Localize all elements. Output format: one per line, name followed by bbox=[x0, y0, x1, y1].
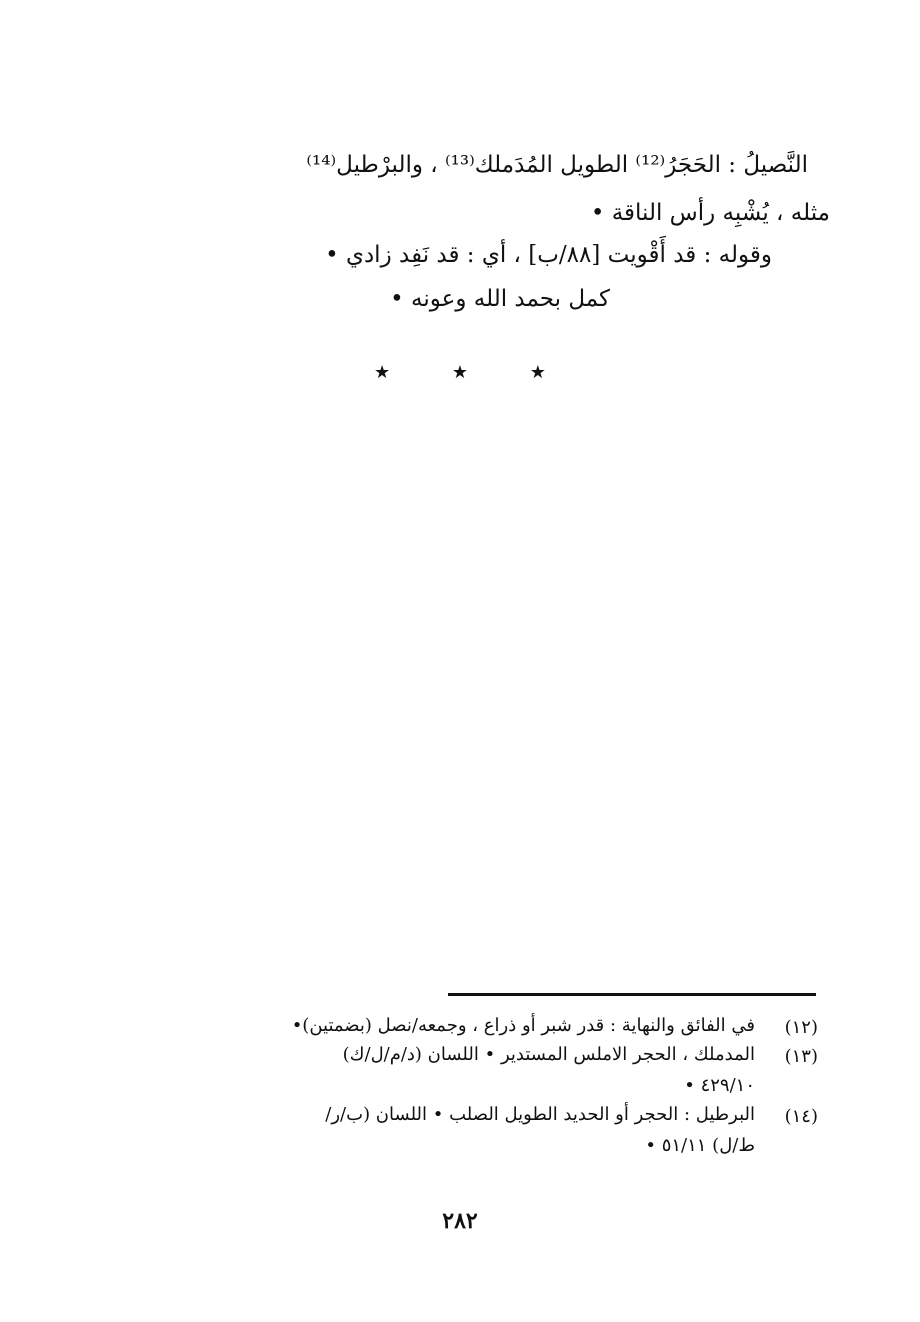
body-text-line: مثله ، يُشْبِه رأس الناقة • bbox=[590, 200, 830, 226]
closing-line: كمل بحمد الله وعونه • bbox=[390, 286, 610, 312]
page-number: ٢٨٢ bbox=[442, 1208, 478, 1234]
footnote-text: في الفائق والنهاية : قدر شبر أو ذراع ، وجمعه/نصل (بضمتين)• bbox=[291, 1015, 755, 1036]
footnote-divider bbox=[448, 993, 816, 996]
body-text-line: وقوله : قد أَقْويت [٨٨/ب] ، أي : قد نَفِد زادي • bbox=[325, 242, 772, 268]
footnote-number: (١٤) bbox=[784, 1106, 818, 1127]
footnote-number: (١٣) bbox=[784, 1046, 818, 1067]
body-text-line: النَّصيلُ : الحَجَرُ⁽¹²⁾ الطويل المُدَملك⁽¹³⁾ ، والبرْطيل⁽¹⁴⁾ bbox=[306, 152, 808, 178]
section-separator bbox=[0, 362, 920, 383]
star-icon: ★ bbox=[451, 362, 469, 383]
footnote-text-continued: ٤٢٩/١٠ • bbox=[684, 1075, 755, 1096]
star-icon: ★ bbox=[529, 362, 546, 383]
star-icon: ★ bbox=[374, 362, 391, 383]
footnote-text: البرطيل : الحجر أو الحديد الطويل الصلب • اللسان (ب/ر/ bbox=[325, 1104, 755, 1125]
footnote-number: (١٢) bbox=[784, 1017, 818, 1038]
footnote-text: المدملك ، الحجر الاملس المستدير • اللسان (د/م/ل/ك) bbox=[342, 1044, 755, 1065]
footnote-text-continued: ط/ل) ٥١/١١ • bbox=[645, 1135, 755, 1156]
